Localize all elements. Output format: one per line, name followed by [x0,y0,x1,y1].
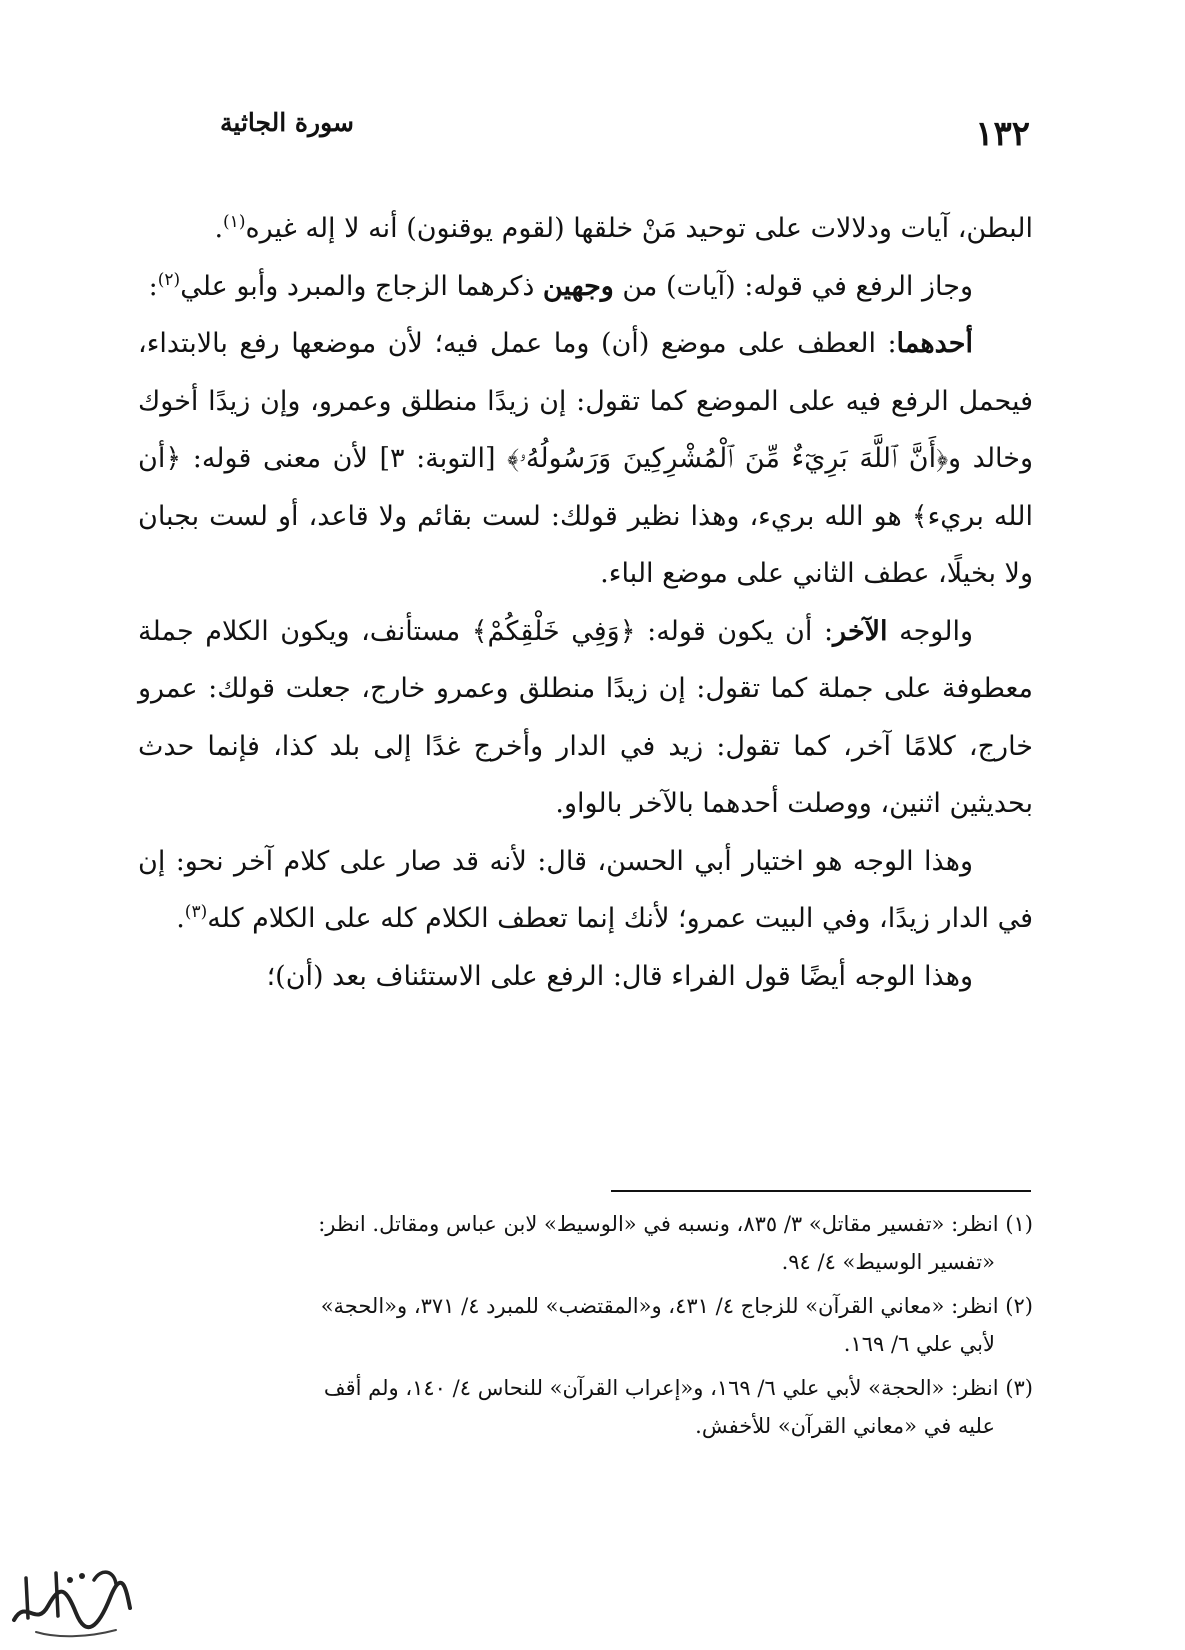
quran-quote: ﴿أَنَّ ٱللَّهَ بَرِيٓءٌ مِّنَ ٱلْمُشْرِكِينَ وَرَسُولُهُۥ﴾ [507,443,949,474]
footnote-line: عليه في «معاني القرآن» للأخفش. [695,1414,995,1438]
text-run: مستأنف، ويكون الكلام جملة معطوفة على جملة كما تقول: إن زيدًا منطلق وعمرو خارج، جعلت قولك: عمرو خارج، كلامًا آخر، كما تقول: زيد في الدار وأخرج غدًا إلى بلد كذا، فإنما حدث بحديثين اثنين، ووصلت أحدهما بالآخر بالواو. [138,615,1033,819]
bold-term: أحدهما [896,328,973,359]
footnote-line: (٣) انظر: «الحجة» لأبي علي ٦/ ١٦٩، و«إعراب القرآن» للنحاس ٤/ ١٤٠، ولم أقف [323,1376,1033,1400]
page-number: ١٣٢ [975,114,1030,154]
paragraph-6 [138,948,1033,1006]
text-run: . [214,213,224,244]
footnote-1 [140,1205,1033,1281]
paragraph-3 [138,315,1033,603]
paragraph-1 [138,200,1033,258]
text-run: : العطف على موضع (أن) وما عمل فيه؛ لأن موضعها رفع بالابتداء، فيحمل الرفع فيه على الموضع كما تقول: إن زيدًا منطلق وعمرو، وإن زيدًا أخوك وخالد و [138,328,1034,474]
footnote-ref-3: (٣) [184,902,208,922]
text-run: وهذا الوجه أيضًا قول الفراء قال: الرفع على الاستئناف بعد (أن)؛ [266,960,973,992]
text-run: . [176,903,185,934]
logo-stroke [36,1630,116,1636]
footnote-line: لأبي علي ٦/ ١٦٩. [843,1332,995,1356]
text-run: وجاز الرفع في قوله: (آيات) من [613,270,973,302]
calligraphy-logo [6,1558,136,1643]
logo-stroke [14,1583,130,1627]
footnote-line: «تفسير الوسيط» ٤/ ٩٤. [781,1250,995,1274]
footnotes [140,1205,1033,1451]
paragraph-4 [138,603,1033,833]
footnote-line: (١) انظر: «تفسير مقاتل» ٣/ ٨٣٥، ونسبه في «الوسيط» لابن عباس ومقاتل. انظر: [318,1212,1033,1236]
paragraph-5 [138,833,1033,948]
text-run: [التوبة: ٣] لأن معنى قوله: [181,443,508,474]
text-run: البطن، آيات ودلالات على توحيد مَنْ خلقها (لقوم يوقنون) أنه لا إله غيره [245,213,1033,244]
text-run: ذكرهما الزجاج والمبرد وأبو علي [180,270,543,302]
page-header [140,108,1030,158]
logo-dot [79,1573,85,1579]
quran-quote: ﴿أن الله بريء﴾ [138,443,1033,532]
footnote-divider [611,1190,1031,1192]
text-run: : أن يكون قوله: [635,615,834,647]
text-run: هو الله بريء، وهذا نظير قولك: لست بقائم ولا قاعد، أو لست بجبان ولا بخيلًا، عطف الثاني على موضع الباء. [138,500,1033,589]
text-run: والوجه [887,615,973,647]
quran-quote: ﴿وَفِي خَلْقِكُمْ﴾ [471,615,636,647]
footnote-3 [140,1369,1033,1445]
footnote-2 [140,1287,1033,1363]
logo-dot [67,1577,73,1583]
bold-term: وجهين [542,270,614,302]
running-title: سورة الجاثية [220,108,354,137]
paragraph-2 [138,258,1033,316]
text-run: وهذا الوجه هو اختيار أبي الحسن، قال: لأنه قد صار على كلام آخر نحو: إن في الدار زيدًا، وفي البيت عمرو؛ لأنك إنما تعطف الكلام كله على الكلام كله [138,845,1033,934]
footnote-ref-1: (١) [223,212,246,232]
text-run: : [148,270,158,302]
bold-term: الآخر [833,615,888,647]
main-text [138,200,1033,1005]
footnote-line: (٢) انظر: «معاني القرآن» للزجاج ٤/ ٤٣١، و«المقتضب» للمبرد ٤/ ٣٧١، و«الحجة» [320,1294,1033,1318]
footnote-ref-2: (٢) [157,269,181,290]
